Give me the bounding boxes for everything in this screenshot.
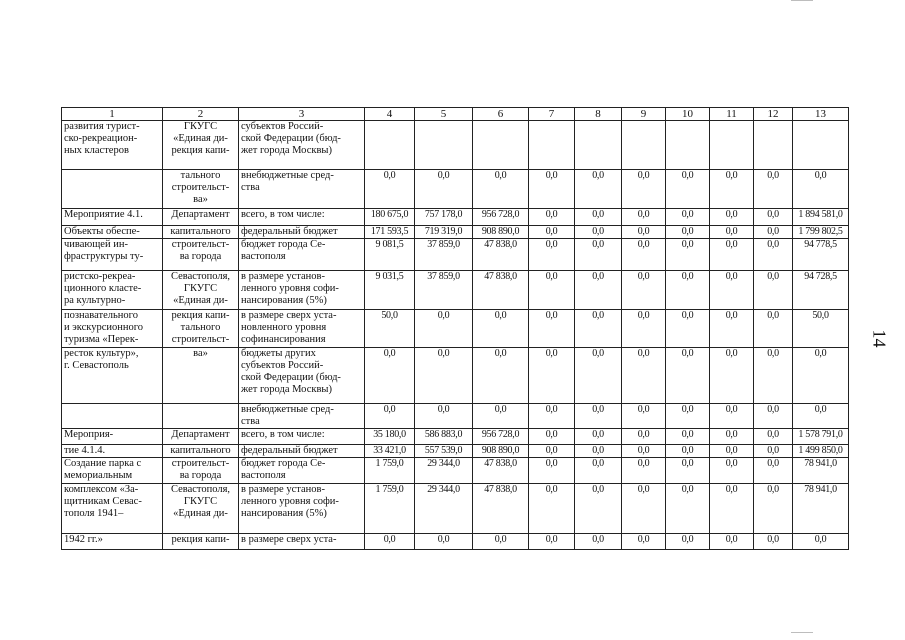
amount-cell: 0,0 [529,348,575,404]
column-header: 12 [754,108,793,121]
amount-cell: 0,0 [754,209,793,226]
funding-source-cell: бюджет города Се- вастополя [239,458,365,484]
amount-cell: 0,0 [575,226,622,239]
amount-cell: 47 838,0 [473,458,529,484]
amount-cell: 0,0 [666,271,710,310]
amount-cell: 0,0 [666,209,710,226]
column-header: 11 [710,108,754,121]
amount-cell: 0,0 [415,170,473,209]
column-header: 2 [163,108,239,121]
amount-cell: 908 890,0 [473,445,529,458]
amount-cell: 0,0 [529,484,575,534]
amount-cell: 0,0 [622,534,666,550]
amount-cell: 0,0 [575,209,622,226]
amount-cell: 29 344,0 [415,484,473,534]
amount-cell [473,121,529,170]
funding-source-cell: внебюджетные сред- ства [239,170,365,209]
table-row [62,348,849,404]
amount-cell: 0,0 [754,348,793,404]
executor-cell: ва» [163,348,239,404]
amount-cell: 0,0 [473,310,529,348]
amount-cell: 0,0 [622,239,666,271]
activity-cell: тие 4.1.4. [62,445,163,458]
amount-cell: 0,0 [710,271,754,310]
executor-cell: Департамент [163,429,239,445]
budget-table [61,107,849,550]
column-header: 9 [622,108,666,121]
amount-cell: 78 941,0 [793,458,849,484]
column-header: 13 [793,108,849,121]
amount-cell: 0,0 [754,271,793,310]
amount-cell [622,121,666,170]
amount-cell: 0,0 [415,534,473,550]
amount-cell: 0,0 [415,348,473,404]
amount-cell [666,121,710,170]
amount-cell: 0,0 [473,534,529,550]
amount-cell: 956 728,0 [473,209,529,226]
amount-cell [365,121,415,170]
amount-cell: 0,0 [666,445,710,458]
table-row [62,458,849,484]
amount-cell: 0,0 [473,170,529,209]
amount-cell: 0,0 [710,348,754,404]
amount-cell: 1 799 802,5 [793,226,849,239]
amount-cell: 0,0 [666,458,710,484]
amount-cell: 0,0 [529,458,575,484]
amount-cell: 0,0 [666,310,710,348]
executor-cell: строительст- ва города [163,239,239,271]
amount-cell: 0,0 [529,271,575,310]
amount-cell: 0,0 [473,404,529,429]
activity-cell: познавательного и экскурсионного туризма «Перек- [62,310,163,348]
table-row [62,404,849,429]
activity-cell [62,404,163,429]
amount-cell: 0,0 [754,458,793,484]
amount-cell: 0,0 [575,348,622,404]
amount-cell: 0,0 [575,310,622,348]
amount-cell: 0,0 [575,170,622,209]
amount-cell: 0,0 [710,445,754,458]
amount-cell: 0,0 [622,170,666,209]
amount-cell: 0,0 [529,310,575,348]
amount-cell: 0,0 [529,445,575,458]
amount-cell: 1 578 791,0 [793,429,849,445]
activity-cell: комплексом «За- щитникам Севас- тополя 1941– [62,484,163,534]
amount-cell: 47 838,0 [473,239,529,271]
amount-cell: 0,0 [754,534,793,550]
amount-cell: 0,0 [529,226,575,239]
column-header: 4 [365,108,415,121]
amount-cell: 0,0 [666,239,710,271]
amount-cell: 0,0 [529,429,575,445]
table-body [62,108,849,550]
table-row [62,484,849,534]
amount-cell: 0,0 [622,445,666,458]
amount-cell: 0,0 [754,484,793,534]
amount-cell: 0,0 [754,404,793,429]
amount-cell: 0,0 [666,226,710,239]
funding-source-cell: внебюджетные сред- ства [239,404,365,429]
scan-edge-mark [791,632,813,633]
amount-cell: 0,0 [415,404,473,429]
amount-cell: 94 728,5 [793,271,849,310]
amount-cell [529,121,575,170]
executor-cell: рекция капи- [163,534,239,550]
amount-cell: 9 081,5 [365,239,415,271]
table-row [62,271,849,310]
amount-cell: 0,0 [710,458,754,484]
table-row [62,445,849,458]
amount-cell: 0,0 [710,226,754,239]
amount-cell: 1 894 581,0 [793,209,849,226]
table-row [62,310,849,348]
activity-cell: Создание парка с мемориальным [62,458,163,484]
amount-cell [575,121,622,170]
amount-cell: 0,0 [529,534,575,550]
amount-cell: 0,0 [473,348,529,404]
amount-cell: 94 778,5 [793,239,849,271]
table-row [62,429,849,445]
amount-cell: 1 759,0 [365,484,415,534]
header-row [62,108,849,121]
column-header: 3 [239,108,365,121]
amount-cell: 0,0 [622,271,666,310]
funding-source-cell: субъектов Россий- ской Федерации (бюд- жет города Москвы) [239,121,365,170]
amount-cell: 0,0 [622,458,666,484]
amount-cell [793,121,849,170]
amount-cell: 0,0 [710,484,754,534]
executor-cell: рекция капи- тального строительст- [163,310,239,348]
funding-source-cell: в размере сверх уста- новленного уровня софинансирования [239,310,365,348]
amount-cell [754,121,793,170]
amount-cell: 0,0 [622,348,666,404]
activity-cell: Мероприя- [62,429,163,445]
amount-cell: 956 728,0 [473,429,529,445]
amount-cell: 0,0 [575,404,622,429]
activity-cell: ресток культур», г. Севастополь [62,348,163,404]
amount-cell: 0,0 [666,484,710,534]
amount-cell: 37 859,0 [415,239,473,271]
amount-cell: 29 344,0 [415,458,473,484]
amount-cell: 0,0 [365,404,415,429]
amount-cell: 0,0 [575,458,622,484]
amount-cell: 0,0 [622,209,666,226]
funding-source-cell: всего, в том числе: [239,429,365,445]
amount-cell: 0,0 [529,404,575,429]
amount-cell: 757 178,0 [415,209,473,226]
amount-cell: 0,0 [710,209,754,226]
amount-cell: 0,0 [666,404,710,429]
amount-cell: 0,0 [754,429,793,445]
activity-cell: Объекты обеспе- [62,226,163,239]
executor-cell: Севастополя, ГКУГС «Единая ди- [163,484,239,534]
executor-cell: тального строительст- ва» [163,170,239,209]
amount-cell: 0,0 [793,348,849,404]
amount-cell: 0,0 [365,348,415,404]
amount-cell: 33 421,0 [365,445,415,458]
executor-cell: капитального [163,445,239,458]
amount-cell: 0,0 [754,445,793,458]
amount-cell: 908 890,0 [473,226,529,239]
amount-cell: 9 031,5 [365,271,415,310]
amount-cell: 0,0 [529,239,575,271]
table-row [62,239,849,271]
amount-cell: 78 941,0 [793,484,849,534]
amount-cell: 0,0 [365,170,415,209]
table-row [62,209,849,226]
amount-cell: 171 593,5 [365,226,415,239]
amount-cell: 180 675,0 [365,209,415,226]
amount-cell: 719 319,0 [415,226,473,239]
activity-cell: 1942 гг.» [62,534,163,550]
amount-cell: 0,0 [575,271,622,310]
amount-cell: 35 180,0 [365,429,415,445]
amount-cell: 0,0 [666,348,710,404]
funding-source-cell: федеральный бюджет [239,226,365,239]
amount-cell: 0,0 [754,170,793,209]
amount-cell: 0,0 [710,239,754,271]
amount-cell [710,121,754,170]
amount-cell: 0,0 [710,404,754,429]
funding-source-cell: в размере установ- ленного уровня софи- нансирования (5%) [239,484,365,534]
amount-cell: 0,0 [710,310,754,348]
funding-source-cell: федеральный бюджет [239,445,365,458]
amount-cell: 0,0 [793,170,849,209]
column-header: 1 [62,108,163,121]
executor-cell: Департамент [163,209,239,226]
amount-cell: 0,0 [754,310,793,348]
amount-cell: 0,0 [754,226,793,239]
amount-cell: 0,0 [575,445,622,458]
amount-cell: 50,0 [365,310,415,348]
funding-source-cell: бюджет города Се- вастополя [239,239,365,271]
amount-cell: 1 759,0 [365,458,415,484]
amount-cell: 0,0 [754,239,793,271]
amount-cell: 0,0 [529,170,575,209]
table-row [62,226,849,239]
column-header: 8 [575,108,622,121]
amount-cell: 0,0 [415,310,473,348]
funding-source-cell: в размере установ- ленного уровня софи- нансирования (5%) [239,271,365,310]
amount-cell: 0,0 [710,170,754,209]
amount-cell: 0,0 [575,239,622,271]
executor-cell: капитального [163,226,239,239]
amount-cell: 0,0 [575,484,622,534]
amount-cell: 557 539,0 [415,445,473,458]
amount-cell: 0,0 [622,404,666,429]
column-header: 10 [666,108,710,121]
page-number: 14 [869,329,890,348]
amount-cell: 50,0 [793,310,849,348]
amount-cell: 37 859,0 [415,271,473,310]
amount-cell: 0,0 [575,534,622,550]
amount-cell: 0,0 [622,310,666,348]
amount-cell: 0,0 [793,404,849,429]
amount-cell: 0,0 [666,534,710,550]
amount-cell: 0,0 [666,429,710,445]
amount-cell: 47 838,0 [473,271,529,310]
activity-cell: ристско-рекреа- ционного класте- ра культурно- [62,271,163,310]
amount-cell: 0,0 [365,534,415,550]
amount-cell: 0,0 [622,226,666,239]
funding-source-cell: бюджеты других субъектов Россий- ской Федерации (бюд- жет города Москвы) [239,348,365,404]
amount-cell: 586 883,0 [415,429,473,445]
amount-cell: 0,0 [793,534,849,550]
column-header: 6 [473,108,529,121]
amount-cell: 1 499 850,0 [793,445,849,458]
amount-cell: 0,0 [529,209,575,226]
executor-cell [163,404,239,429]
amount-cell: 0,0 [575,429,622,445]
activity-cell [62,170,163,209]
executor-cell: ГКУГС «Единая ди- рекция капи- [163,121,239,170]
table-row [62,170,849,209]
funding-source-cell: в размере сверх уста- [239,534,365,550]
amount-cell: 0,0 [666,170,710,209]
activity-cell: Мероприятие 4.1. [62,209,163,226]
column-header: 5 [415,108,473,121]
funding-source-cell: всего, в том числе: [239,209,365,226]
amount-cell: 0,0 [622,484,666,534]
amount-cell: 47 838,0 [473,484,529,534]
scan-edge-mark [791,0,813,1]
amount-cell: 0,0 [710,534,754,550]
table-row [62,121,849,170]
column-header: 7 [529,108,575,121]
table-row [62,534,849,550]
executor-cell: Севастополя, ГКУГС «Единая ди- [163,271,239,310]
amount-cell [415,121,473,170]
activity-cell: чивающей ин- фраструктуры ту- [62,239,163,271]
amount-cell: 0,0 [710,429,754,445]
activity-cell: развития турист- ско-рекреацион- ных кластеров [62,121,163,170]
amount-cell: 0,0 [622,429,666,445]
executor-cell: строительст- ва города [163,458,239,484]
